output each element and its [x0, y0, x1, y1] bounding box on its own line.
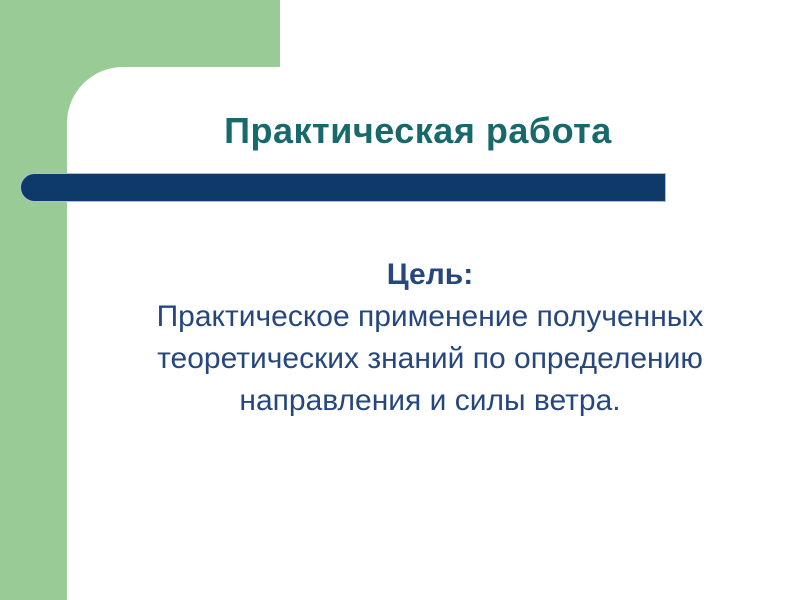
slide-title: Практическая работа	[224, 110, 612, 151]
body-line: направления и силы ветра.	[239, 384, 621, 417]
divider-bar	[20, 173, 666, 202]
body-line: Практическое применение полученных	[156, 300, 704, 333]
body-text-block	[66, 254, 794, 422]
goal-heading: Цель:	[386, 258, 474, 291]
body-line: теоретических знаний по определению	[157, 342, 703, 375]
